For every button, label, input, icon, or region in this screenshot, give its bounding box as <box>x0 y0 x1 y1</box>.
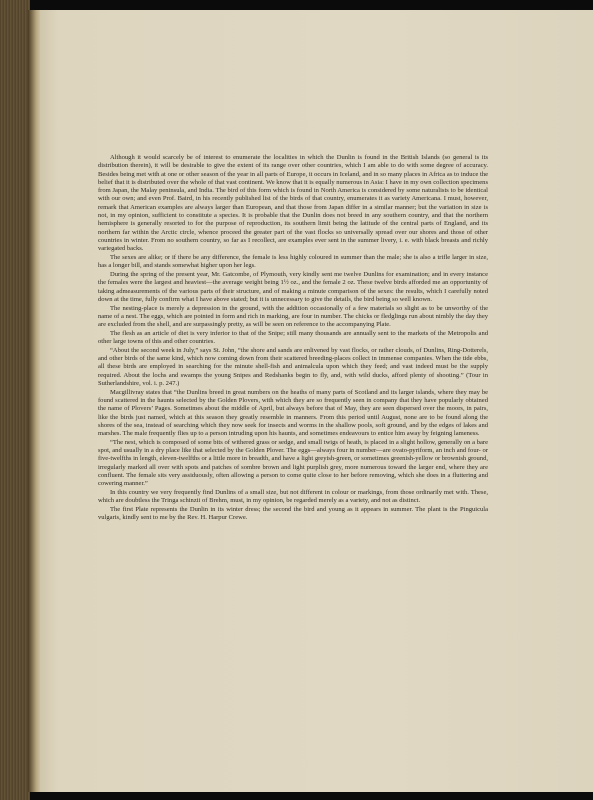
paragraph: The sexes are alike; or if there be any difference, the female is less highly coloured in summer than the male; she is also a trifle larger in size, has a longer bill, and stands somewhat higher upon her legs. <box>98 253 488 270</box>
paragraph: During the spring of the present year, Mr. Gatcombe, of Plymouth, very kindly sent me twelve Dunlins for examination; and in every instance the females were the largest and heaviest—the average weight being 1½ oz., and the female 2 oz. These twelve birds afforded me an opportunity of taking admeasurements of the various parts of their structure, and of making a minute comparison of the sexes: the results, which I carefully noted down at the time, fully confirm what I have above stated; but it is unnecessary to give the details, the bird being so well known. <box>98 270 488 303</box>
paragraph: “About the second week in July,” says St. John, “the shore and sands are enlivened by vast flocks, or rather clouds, of Dunlins, Ring-Dotterels, and other birds of the same kind, which now coming down from their scattered breeding-places collect in immense companies. When the tide ebbs, all these birds are employed in searching for the minute shell-fish and animalcula upon which they feed; and vast indeed must be the supply required. About the lochs and swamps the young Snipes and Redshanks begin to fly, and, with wild ducks, afford plenty of shooting.” (Tour in Sutherlandshire, vol. i. p. 247.) <box>98 346 488 387</box>
paragraph: Although it would scarcely be of interest to enumerate the localities in which the Dunlin is found in the British Islands (so general is its distribution therein), it will be desirable to give the extent of its range over other countries, which I am able to do with some degree of accuracy. Besides being met with at one or other season of the year in all parts of Europe, it occurs in Iceland, and in so many places in Africa as to induce the belief that it is distributed over the whole of that vast continent. We know that it is equally numerous in Asia: I have in my own collection specimens from Japan, the Malay peninsula, and India. The bird of this form which is found in North America is considered by some naturalists to be identical with our own; and even Prof. Baird, in his recently published list of the birds of that country, enumerates it as variety Americana. I must, however, remark that American examples are always larger than European, and that those from Japan differ in a similar manner; but the variation in size is not, in my opinion, sufficient to constitute a species. It is probable that the Dunlin does not breed in any southern country, and that the northern hemisphere is generally resorted to for the purpose of reproduction, its southern limit being the latitude of the central parts of England, and its northern far within the Arctic circle, whence proceed the greater part of the vast flocks so universally spread over our shores and those of other countries in winter. From no southern country, so far as I recollect, are examples ever sent in the summer livery, i. e. with black breasts and richly variegated backs. <box>98 154 488 253</box>
paragraph: The flesh as an article of diet is very inferior to that of the Snipe; still many thousands are annually sent to the markets of the Metropolis and other large towns of this and other countries. <box>98 329 488 346</box>
page-body-text <box>98 154 488 523</box>
book-edge <box>0 0 30 800</box>
paragraph: Macgillivray states that “the Dunlins breed in great numbers on the heaths of many parts of Scotland and its larger islands, where they may be found scattered in the haunts selected by the Golden Plovers, with which they are so frequently seen in company that they have popularly obtained the name of Plovers’ Pages. Sometimes about the middle of April, but always before that of May, they are seen dispersed over the moors, in pairs, like the birds just named, which at this season they greatly resemble in manners. From this period until August, none are to be found along the shores of the sea, instead of searching which they now seek for insects and worms in the shallow pools, soft ground, and by the edges of lakes and marshes. The male frequently flies up to a person intruding upon his haunts, and sometimes endeavours to entice him away by feigning lameness. <box>98 388 488 438</box>
paragraph: The first Plate represents the Dunlin in its winter dress; the second the bird and young as it appears in summer. The plant is the Pinguicula vulgaris, kindly sent to me by the Rev. H. Harpur Crewe. <box>98 505 488 522</box>
paragraph: In this country we very frequently find Dunlins of a small size, but not different in colour or markings, from those ordinarily met with. These, which are doubtless the Tringa schinzii of Brehm, must, in my opinion, be regarded merely as a variety, and not as distinct. <box>98 489 488 505</box>
paragraph: The nesting-place is merely a depression in the ground, with the addition occasionally of a few materials so slight as to be unworthy of the name of a nest. The eggs, which are pointed in form and rich in marking, are four in number. The chicks or fledglings run about nimbly the day they are excluded from the shell, and are surpassingly pretty, as will be seen on reference to the accompanying Plate. <box>98 304 488 329</box>
paragraph: “The nest, which is composed of some bits of withered grass or sedge, and small twigs of heath, is placed in a slight hollow, generally on a bare spot, and usually in a dry place like that selected by the Golden Plover. The eggs—always four in number—are ovato-pyriform, an inch and four- or five-twelfths in length, eleven-twelfths or a little more in breadth, and have a light greyish-green, or sometimes greenish-yellow or brownish ground, irregularly marked all over with spots and patches of sombre brown and light purplish grey, more numerous toward the larger end, where they are confluent. The female sits very assiduously, often allowing a person to come quite close to her before removing, which she does in a fluttering and cowering manner.” <box>98 438 488 488</box>
